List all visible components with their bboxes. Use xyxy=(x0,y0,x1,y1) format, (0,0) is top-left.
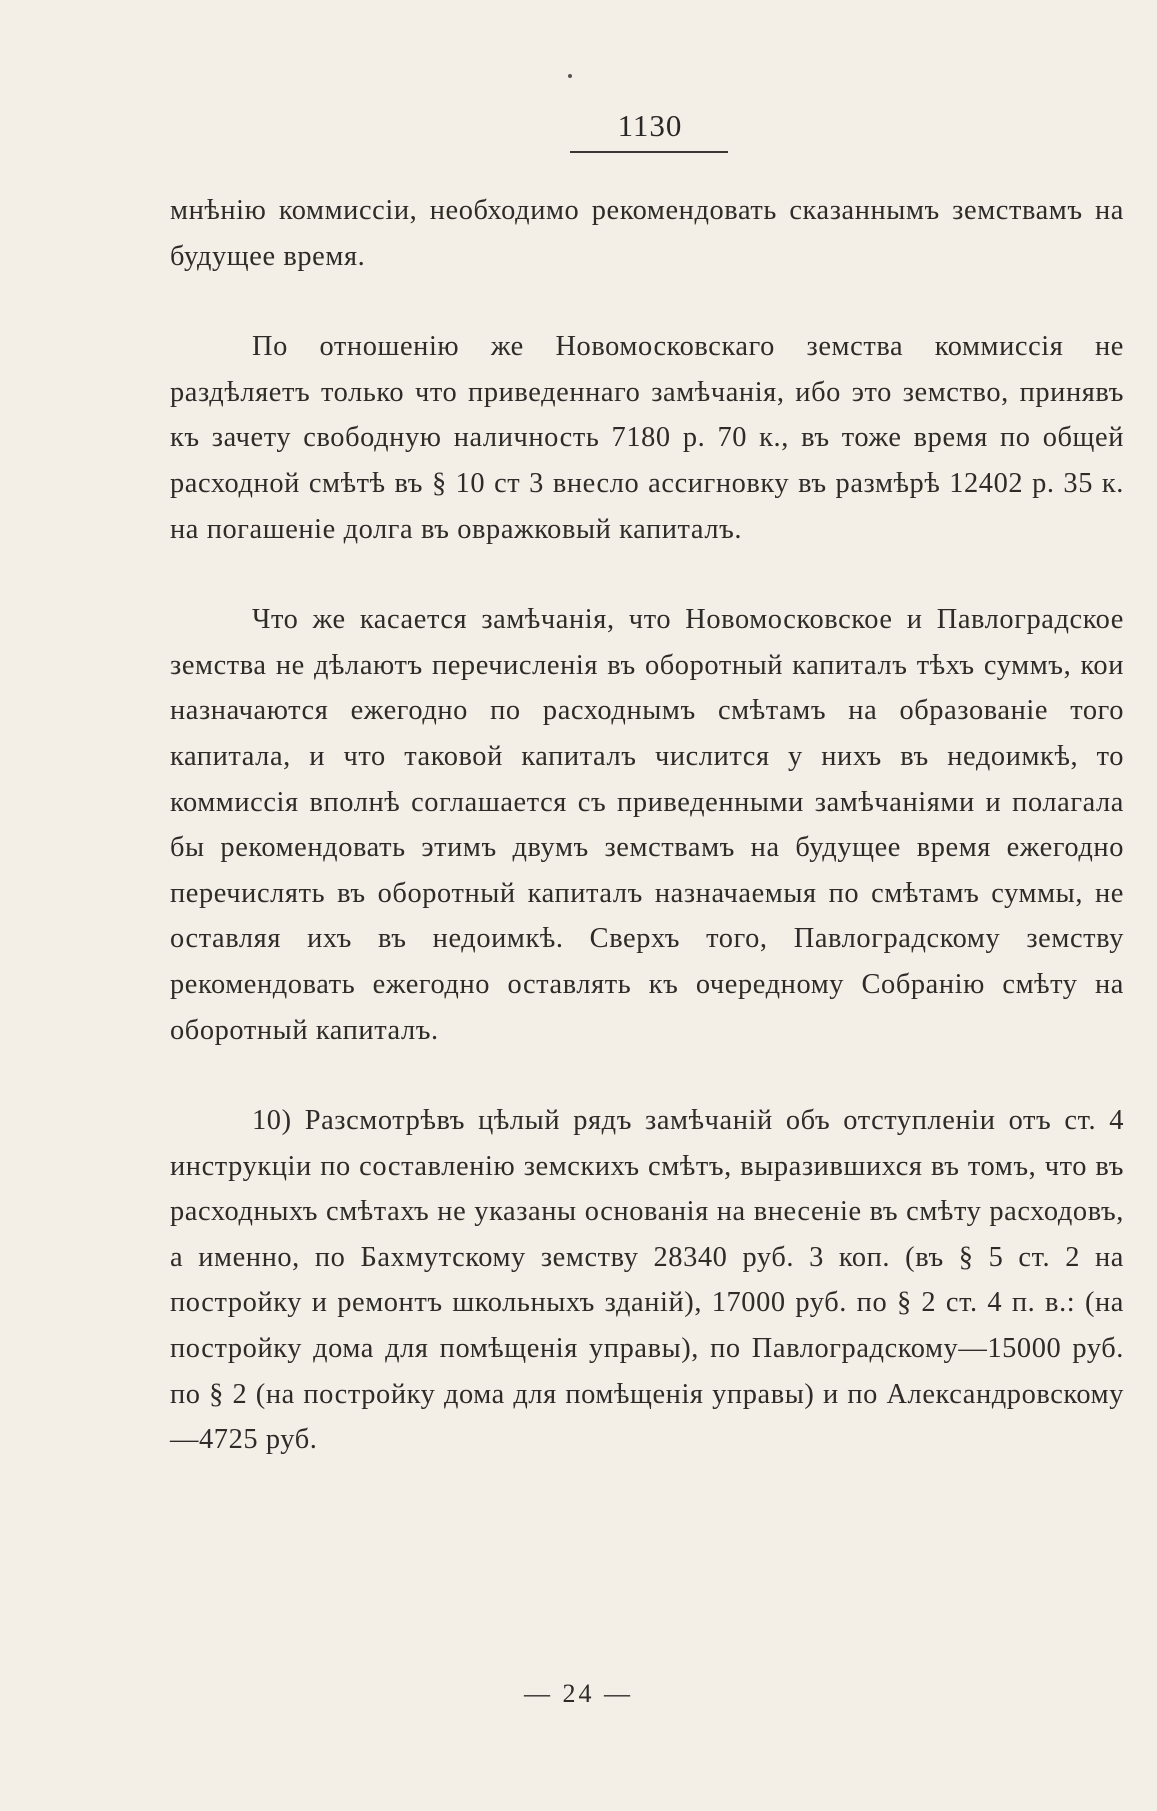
paragraph-novomoskovsk: По отношенію же Новомосковскаго земства коммиссія не раздѣляетъ только что приведеннаго замѣчанія, ибо это земство, принявъ къ зачету свободную наличность 7180 р. 70 к., въ тоже время по общей расходной смѣтѣ въ § 10 ст 3 внесло ассигновку въ размѣрѣ 12402 р. 35 к. на погашеніе долга въ овражковый капиталъ. xyxy=(170,331,1124,545)
paragraph-item-10: 10) Разсмотрѣвъ цѣлый рядъ замѣчаній объ отступленіи отъ ст. 4 инструкціи по составленію земскихъ смѣтъ, выразившихся въ томъ, что въ расходныхъ смѣтахъ не указаны основанія на внесеніе въ смѣту расходовъ, а именно, по Бахмутскому земству 28340 руб. 3 коп. (въ § 5 ст. 2 на постройку и ремонтъ школьныхъ зданій), 17000 руб. по § 2 ст. 4 п. в.: (на постройку дома для помѣщенія управы), по Павлоградскому—15000 руб. по § 2 (на постройку дома для помѣщенія управы) и по Александровскому—4725 руб. xyxy=(170,1105,1124,1456)
paragraph-continuation: мнѣнію коммиссіи, необходимо рекомендовать сказаннымъ земствамъ на будущее время. xyxy=(170,195,1124,272)
paragraph-pavlograd: Что же касается замѣчанія, что Новомосковское и Павлоградское земства не дѣлаютъ перечисленія въ оборотный капиталъ тѣхъ суммъ, кои назначаются ежегодно по расходнымъ смѣтамъ на образованіе того капитала, и что таковой капиталъ числится у нихъ въ недоимкѣ, то коммиссія вполнѣ соглашается съ приведенными замѣчаніями и полагала бы рекомендовать этимъ двумъ земствамъ на будущее время ежегодно перечислять въ оборотный капиталъ назначаемыя по смѣтамъ суммы, не оставляя ихъ въ недоимкѣ. Сверхъ того, Павлоградскому земству рекомендовать ежегодно оставлять къ очередному Собранію смѣту на оборотный капиталъ. xyxy=(170,604,1124,1046)
body-text xyxy=(170,188,1124,1463)
paragraph-gap xyxy=(170,279,1124,324)
paragraph-gap xyxy=(170,552,1124,597)
printer-dot xyxy=(568,74,572,78)
page-footer-number: — 24 — xyxy=(524,1679,633,1708)
paragraph-gap xyxy=(170,1053,1124,1098)
header-rule xyxy=(570,151,728,153)
page-number-top: 1130 xyxy=(617,108,683,143)
